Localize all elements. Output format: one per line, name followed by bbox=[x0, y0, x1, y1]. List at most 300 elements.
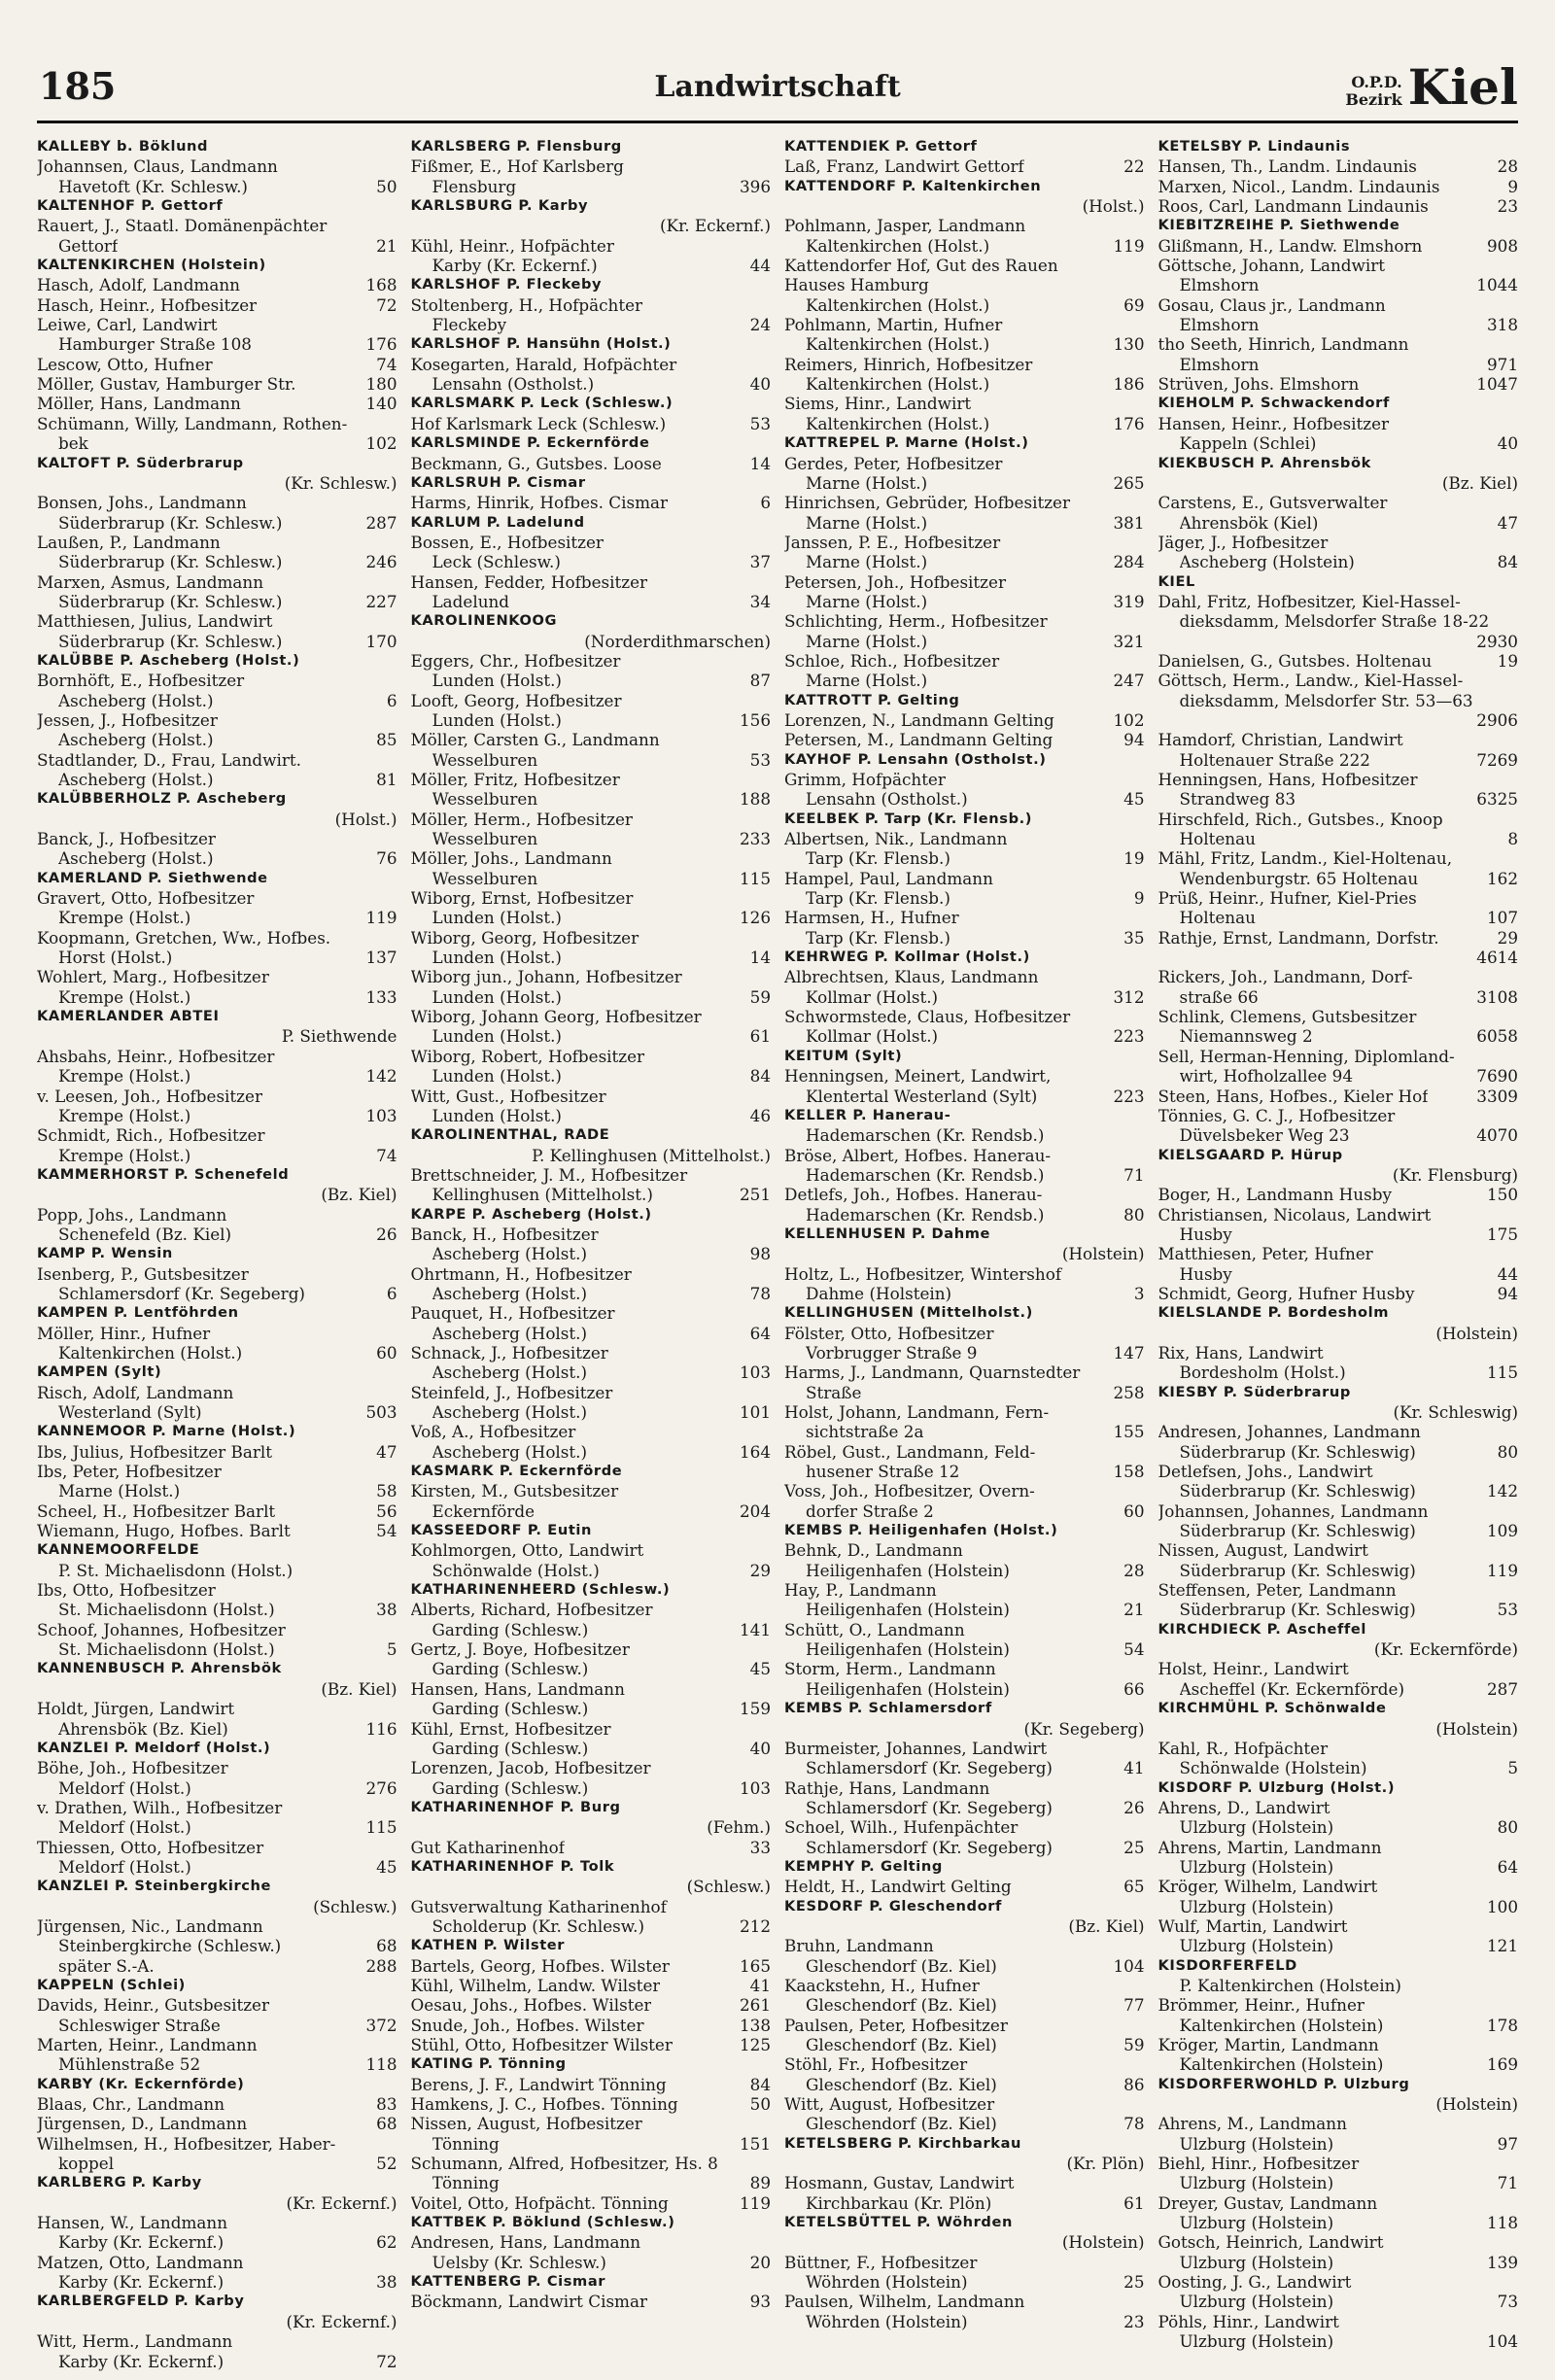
entry-line: Schnack, J., Hofbesitzer bbox=[410, 1342, 608, 1362]
place-heading: KIEKBUSCH P. Ahrensbök bbox=[1158, 454, 1371, 471]
place-heading: KIELSLANDE P. Bordesholm bbox=[1158, 1304, 1390, 1322]
place-heading: KARLSBERG P. Flensburg bbox=[410, 138, 622, 155]
entry-line: Albrechtsen, Klaus, Landmann bbox=[784, 967, 1039, 987]
entry-text: Lunden (Holst.) bbox=[432, 1066, 562, 1087]
entry-text: Lorenzen, N., Landmann Gelting bbox=[784, 709, 1054, 730]
entry-line: Popp, Johs., Landmann bbox=[37, 1204, 227, 1224]
entry-line: Kaackstehn, H., Hufner bbox=[784, 1975, 980, 1995]
entry-line bbox=[1158, 2054, 1519, 2074]
directory-columns bbox=[37, 137, 1518, 2371]
entry-line bbox=[411, 2134, 772, 2154]
entry-line bbox=[37, 1284, 397, 1303]
phone-number: 72 bbox=[376, 294, 397, 315]
entry-line bbox=[784, 928, 1145, 948]
entry-text: Tönning bbox=[432, 2173, 500, 2193]
entry-text: Ahrensbök (Kiel) bbox=[1179, 512, 1319, 533]
entry-line bbox=[411, 2193, 772, 2213]
entry-line bbox=[784, 295, 1145, 315]
entry-line bbox=[411, 552, 772, 571]
entry-line: Schütt, O., Landmann bbox=[784, 1619, 965, 1639]
entry-line: Möller, Johs., Landmann bbox=[410, 848, 612, 869]
entry-line bbox=[784, 1026, 1145, 1046]
entry-line: Kahl, R., Hofpächter bbox=[1158, 1738, 1329, 1758]
entry-line: Jürgensen, Nic., Landmann bbox=[37, 1915, 263, 1936]
phone-number: 98 bbox=[749, 1244, 771, 1264]
phone-number: 5 bbox=[386, 1639, 397, 1660]
entry-text: Voitel, Otto, Hofpächt. Tönning bbox=[410, 2192, 669, 2213]
entry-text: Marne (Holst.) bbox=[806, 671, 928, 691]
entry-text: Tarp (Kr. Flensb.) bbox=[806, 848, 950, 869]
entry-line bbox=[37, 2114, 397, 2133]
entry-text: Danielsen, G., Gutsbes. Holtenau bbox=[1158, 650, 1433, 671]
entry-text: Kaltenkirchen (Holstein) bbox=[1179, 2015, 1384, 2035]
phone-number: 20 bbox=[749, 2252, 771, 2272]
entry-text: Karby (Kr. Eckernf.) bbox=[432, 256, 598, 276]
entry-text: Roos, Carl, Landmann Lindaunis bbox=[1158, 196, 1429, 217]
entry-line bbox=[411, 1995, 772, 2015]
entry-line bbox=[37, 1936, 397, 1955]
entry-line: Albertsen, Nik., Landmann bbox=[784, 829, 1008, 849]
entry-text: Tarp (Kr. Flensb.) bbox=[806, 888, 950, 909]
phone-number: 288 bbox=[365, 1955, 397, 1976]
entry-text: Möller, Gustav, Hamburger Str. bbox=[37, 374, 296, 395]
phone-number: 159 bbox=[739, 1699, 771, 1719]
entry-line bbox=[37, 948, 397, 967]
place-heading: KAPPELN (Schlei) bbox=[37, 1976, 186, 1993]
entry-line: Schümann, Willy, Landmann, Rothen- bbox=[37, 413, 348, 433]
entry-text: Garding (Schlesw.) bbox=[432, 1699, 589, 1719]
entry-line bbox=[1158, 710, 1519, 730]
phone-number: 7269 bbox=[1476, 749, 1518, 770]
entry-line: Petersen, Joh., Hofbesitzer bbox=[784, 571, 1006, 592]
entry-line: Banck, J., Hofbesitzer bbox=[37, 829, 216, 849]
phone-number: 165 bbox=[739, 1955, 771, 1976]
entry-text: Süderbrarup (Kr. Schlesw.) bbox=[58, 552, 283, 572]
entry-line: Hirschfeld, Rich., Gutsbes., Knoop bbox=[1158, 809, 1443, 829]
entry-text: Wesselburen bbox=[432, 749, 538, 770]
phone-number: 41 bbox=[749, 1975, 771, 1995]
phone-number: 33 bbox=[749, 1837, 771, 1857]
entry-line: Kohlmorgen, Otto, Landwirt bbox=[410, 1540, 644, 1561]
entry-text: Steinbergkirche (Schlesw.) bbox=[58, 1936, 282, 1956]
phone-number: 62 bbox=[376, 2232, 397, 2253]
entry-line bbox=[1158, 196, 1519, 216]
entry-line bbox=[784, 592, 1145, 611]
phone-number: 64 bbox=[1497, 1856, 1518, 1877]
entry-line: Wiborg, Ernst, Hofbesitzer bbox=[410, 888, 634, 909]
phone-number: 3 bbox=[1133, 1283, 1145, 1303]
entry-line: Fißmer, E., Hof Karlsberg bbox=[410, 156, 624, 177]
entry-text: Elmshorn bbox=[1179, 315, 1260, 335]
entry-line: (Holstein) bbox=[1061, 1244, 1145, 1264]
entry-text: Marne (Holst.) bbox=[58, 1481, 181, 1501]
entry-line: (Holstein) bbox=[1435, 2094, 1518, 2115]
phone-number: 103 bbox=[365, 1105, 397, 1125]
entry-text: Tarp (Kr. Flensb.) bbox=[806, 927, 950, 948]
entry-line bbox=[37, 908, 397, 927]
entry-text: Ulzburg (Holstein) bbox=[1179, 1896, 1334, 1916]
phone-number: 46 bbox=[749, 1105, 771, 1125]
entry-line: Behnk, D., Landmann bbox=[784, 1540, 963, 1561]
entry-line bbox=[37, 2272, 397, 2292]
phone-number: 89 bbox=[749, 2173, 771, 2193]
phone-number: 151 bbox=[739, 2133, 771, 2154]
phone-number: 150 bbox=[1486, 1185, 1518, 1205]
phone-number: 2930 bbox=[1476, 631, 1518, 651]
entry-line: Brettschneider, J. M., Hofbesitzer bbox=[410, 1164, 688, 1185]
entry-text: Süderbrarup (Kr. Schleswig) bbox=[1179, 1560, 1416, 1580]
entry-line: Gotsch, Heinrich, Landwirt bbox=[1158, 2232, 1384, 2253]
entry-text: Hof Karlsmark Leck (Schlesw.) bbox=[410, 413, 667, 433]
entry-line: Möller, Carsten G., Landmann bbox=[410, 730, 660, 750]
place-heading: KARLSHOF P. Fleckeby bbox=[410, 276, 603, 293]
entry-line: Schlink, Clemens, Gutsbesitzer bbox=[1158, 1007, 1417, 1027]
entry-text: Dahme (Holstein) bbox=[806, 1283, 952, 1303]
entry-text: Schönwalde (Holstein) bbox=[1179, 1758, 1367, 1778]
entry-line: Hamdorf, Christian, Landwirt bbox=[1158, 730, 1403, 750]
entry-text: Krempe (Holst.) bbox=[58, 1066, 191, 1087]
entry-line bbox=[411, 315, 772, 334]
entry-line: Wilhelmsen, H., Hofbesitzer, Haber- bbox=[37, 2133, 336, 2154]
entry-line bbox=[37, 592, 397, 611]
entry-line: Pohlmann, Jasper, Landmann bbox=[784, 216, 1026, 236]
entry-line: Oosting, J. G., Landwirt bbox=[1158, 2272, 1352, 2293]
place-heading: KALLEBY b. Böklund bbox=[37, 138, 209, 155]
place-heading: KAYHOF P. Lensahn (Ostholst.) bbox=[784, 750, 1047, 768]
entry-line: Ahrens, D., Landwirt bbox=[1158, 1797, 1330, 1817]
entry-line: Johannsen, Johannes, Landmann bbox=[1158, 1500, 1429, 1521]
entry-line: Tönnies, G. C. J., Hofbesitzer bbox=[1158, 1105, 1396, 1125]
phone-number: 29 bbox=[1497, 927, 1518, 948]
entry-line: Carstens, E., Gutsverwalter bbox=[1158, 493, 1388, 513]
entry-text: Schlamersdorf (Kr. Segeberg) bbox=[806, 1758, 1053, 1778]
entry-line: tho Seeth, Hinrich, Landmann bbox=[1158, 334, 1409, 355]
entry-text: Marne (Holst.) bbox=[806, 631, 928, 651]
phone-number: 6 bbox=[386, 690, 397, 710]
column-2 bbox=[411, 137, 772, 2371]
entry-line bbox=[1158, 829, 1519, 848]
phone-number: 204 bbox=[739, 1500, 771, 1521]
phone-number: 26 bbox=[1123, 1797, 1145, 1817]
entry-line: Ahrens, Martin, Landmann bbox=[1158, 1837, 1382, 1857]
phone-number: 9 bbox=[1507, 176, 1518, 196]
place-heading: KEMBS P. Heiligenhafen (Holst.) bbox=[784, 1522, 1058, 1539]
phone-number: 81 bbox=[376, 770, 397, 789]
entry-text: Strüven, Johs. Elmshorn bbox=[1158, 374, 1360, 395]
entry-text: Ascheberg (Holst.) bbox=[58, 690, 214, 710]
entry-text: Kaltenkirchen (Holst.) bbox=[806, 334, 990, 355]
place-heading: KARBY (Kr. Eckernförde) bbox=[37, 2075, 245, 2092]
entry-text: Blaas, Chr., Landmann bbox=[37, 2094, 225, 2115]
entry-text: Fleckeby bbox=[432, 315, 507, 335]
entry-line: (Bz. Kiel) bbox=[321, 1678, 397, 1699]
phone-number: 246 bbox=[365, 552, 397, 572]
entry-text: Lunden (Holst.) bbox=[432, 908, 562, 928]
entry-line bbox=[784, 2075, 1145, 2094]
entry-line bbox=[411, 829, 772, 848]
phone-number: 115 bbox=[739, 868, 771, 888]
phone-number: 80 bbox=[1497, 1817, 1518, 1838]
phone-number: 34 bbox=[749, 591, 771, 611]
entry-line bbox=[784, 888, 1145, 908]
phone-number: 175 bbox=[1486, 1224, 1518, 1244]
entry-line: Schumann, Alfred, Hofbesitzer, Hs. 8 bbox=[410, 2154, 718, 2174]
entry-line bbox=[1158, 1857, 1519, 1877]
entry-line bbox=[1158, 1600, 1519, 1619]
entry-line: Wiborg, Johann Georg, Hofbesitzer bbox=[410, 1007, 702, 1027]
entry-text: Garding (Schlesw.) bbox=[432, 1777, 589, 1798]
entry-text: Gleschendorf (Bz. Kiel) bbox=[806, 2074, 997, 2094]
entry-line bbox=[37, 236, 397, 256]
place-heading: KARLSHOF P. Hansühn (Holst.) bbox=[410, 335, 672, 353]
entry-line: (Bz. Kiel) bbox=[321, 1185, 397, 1205]
phone-number: 126 bbox=[739, 908, 771, 928]
phone-number: 170 bbox=[365, 631, 397, 651]
entry-text: Gleschendorf (Bz. Kiel) bbox=[806, 2035, 997, 2054]
phone-number: 178 bbox=[1486, 2015, 1518, 2035]
entry-line bbox=[411, 1106, 772, 1125]
entry-line: Detlefsen, Johs., Landwirt bbox=[1158, 1462, 1373, 1482]
phone-number: 101 bbox=[739, 1402, 771, 1422]
place-heading: KARLSMINDE P. Eckernförde bbox=[410, 434, 650, 452]
entry-line bbox=[784, 1205, 1145, 1224]
entry-line: Pauquet, H., Hofbesitzer bbox=[410, 1303, 615, 1324]
entry-text: Gut Katharinenhof bbox=[410, 1837, 565, 1857]
place-heading: KATTROTT P. Gelting bbox=[784, 691, 960, 708]
entry-line bbox=[411, 1659, 772, 1678]
phone-number: 227 bbox=[365, 591, 397, 611]
entry-line: Wiborg, Robert, Hofbesitzer bbox=[410, 1046, 645, 1066]
entry-line bbox=[411, 1838, 772, 1857]
entry-line: (Bz. Kiel) bbox=[1068, 1915, 1145, 1936]
entry-line bbox=[1158, 513, 1519, 533]
entry-line bbox=[784, 1343, 1145, 1362]
phone-number: 162 bbox=[1486, 868, 1518, 888]
entry-text: dorfer Straße 2 bbox=[806, 1500, 934, 1521]
entry-line bbox=[411, 2016, 772, 2035]
entry-line bbox=[411, 256, 772, 275]
entry-line bbox=[411, 2035, 772, 2054]
phone-number: 47 bbox=[376, 1441, 397, 1462]
entry-text: Heiligenhafen (Holstein) bbox=[806, 1560, 1010, 1580]
entry-line bbox=[37, 295, 397, 315]
entry-line: Matzen, Otto, Landmann bbox=[37, 2252, 244, 2272]
entry-line bbox=[37, 1857, 397, 1877]
entry-line bbox=[784, 374, 1145, 394]
entry-line bbox=[1158, 750, 1519, 770]
phone-number: 59 bbox=[749, 986, 771, 1007]
entry-line bbox=[37, 355, 397, 374]
entry-text: Ulzburg (Holstein) bbox=[1179, 1856, 1334, 1877]
district-name: Kiel bbox=[1407, 58, 1518, 116]
phone-number: 109 bbox=[1486, 1521, 1518, 1541]
entry-line: Voß, A., Hofbesitzer bbox=[410, 1422, 576, 1442]
entry-line: Christiansen, Nicolaus, Landwirt bbox=[1158, 1204, 1432, 1224]
phone-number: 142 bbox=[1486, 1481, 1518, 1501]
phone-number: 26 bbox=[376, 1224, 397, 1244]
entry-line: Gerdes, Peter, Hofbesitzer bbox=[784, 453, 1003, 473]
phone-number: 321 bbox=[1113, 631, 1145, 651]
phone-number: 21 bbox=[376, 235, 397, 256]
place-heading: KETELSBÜTTEL P. Wöhrden bbox=[784, 2214, 1013, 2231]
entry-text: Schlamersdorf (Kr. Segeberg) bbox=[806, 1837, 1053, 1857]
entry-line bbox=[411, 2253, 772, 2272]
entry-line: Böhe, Joh., Hofbesitzer bbox=[37, 1758, 228, 1778]
bezirk-label: Bezirk bbox=[1345, 90, 1402, 109]
entry-line: dieksdamm, Melsdorfer Straße 18-22 bbox=[1179, 611, 1490, 632]
phone-number: 3108 bbox=[1476, 986, 1518, 1007]
entry-text: Süderbrarup (Kr. Schlesw.) bbox=[58, 631, 283, 651]
entry-text: Holtenau bbox=[1179, 908, 1256, 928]
entry-line: Schloe, Rich., Hofbesitzer bbox=[784, 650, 1000, 671]
phone-number: 5 bbox=[1507, 1758, 1518, 1778]
entry-text: bek bbox=[58, 433, 88, 454]
place-heading: KARPE P. Ascheberg (Holst.) bbox=[410, 1205, 652, 1223]
entry-text: Marne (Holst.) bbox=[806, 512, 928, 533]
entry-line: v. Leesen, Joh., Hofbesitzer bbox=[37, 1086, 262, 1106]
phone-number: 22 bbox=[1123, 156, 1145, 177]
entry-line bbox=[784, 1383, 1145, 1402]
entry-line: Rickers, Joh., Landmann, Dorf- bbox=[1158, 967, 1413, 987]
phone-number: 78 bbox=[749, 1283, 771, 1303]
place-heading: KIEL bbox=[1158, 572, 1195, 590]
phone-number: 45 bbox=[1123, 789, 1145, 810]
place-heading: KAMPEN (Sylt) bbox=[37, 1363, 162, 1381]
phone-number: 85 bbox=[376, 730, 397, 750]
place-heading: KISDORF P. Ulzburg (Holst.) bbox=[1158, 1778, 1396, 1796]
entry-text: Ulzburg (Holstein) bbox=[1179, 1936, 1334, 1956]
entry-text: Jürgensen, D., Landmann bbox=[37, 2114, 248, 2134]
entry-text: Glißmann, H., Landw. Elmshorn bbox=[1158, 235, 1423, 256]
phone-number: 56 bbox=[376, 1500, 397, 1521]
entry-text: Meldorf (Holst.) bbox=[58, 1856, 191, 1877]
entry-line: Bröse, Albert, Hofbes. Hanerau- bbox=[784, 1145, 1052, 1165]
entry-text: Lescow, Otto, Hufner bbox=[37, 354, 213, 374]
entry-line bbox=[37, 730, 397, 749]
entry-text: Elmshorn bbox=[1179, 354, 1260, 374]
entry-line: Kühl, Ernst, Hofbesitzer bbox=[410, 1718, 611, 1739]
entry-text: Kühl, Wilhelm, Landw. Wilster bbox=[410, 1975, 661, 1995]
phone-number: 188 bbox=[739, 789, 771, 810]
entry-line bbox=[411, 1620, 772, 1639]
entry-line: Fölster, Otto, Hofbesitzer bbox=[784, 1323, 994, 1343]
place-heading: KEMPHY P. Gelting bbox=[784, 1857, 943, 1875]
entry-line bbox=[411, 1442, 772, 1462]
entry-text: Boger, H., Landmann Husby bbox=[1158, 1185, 1392, 1205]
entry-line bbox=[37, 2352, 397, 2371]
phone-number: 80 bbox=[1123, 1204, 1145, 1224]
entry-line bbox=[37, 1521, 397, 1540]
entry-text: Schlamersdorf (Kr. Segeberg) bbox=[58, 1283, 305, 1303]
entry-line bbox=[1158, 1758, 1519, 1777]
entry-line bbox=[784, 513, 1145, 533]
entry-line: Möller, Fritz, Hofbesitzer bbox=[410, 770, 620, 789]
entry-line bbox=[411, 1501, 772, 1521]
entry-text: Scheel, H., Hofbesitzer Barlt bbox=[37, 1500, 276, 1521]
entry-text: Marxen, Nicol., Landm. Lindaunis bbox=[1158, 176, 1440, 196]
entry-text: Ladelund bbox=[432, 591, 510, 611]
entry-text: Straße bbox=[806, 1382, 862, 1402]
entry-line bbox=[411, 789, 772, 809]
entry-text: Schönwalde (Holst.) bbox=[432, 1560, 600, 1580]
place-heading: KARLSMARK P. Leck (Schlesw.) bbox=[410, 395, 674, 412]
phone-number: 284 bbox=[1113, 552, 1145, 572]
entry-line: Sell, Herman-Henning, Diplomland- bbox=[1158, 1046, 1455, 1066]
phone-number: 318 bbox=[1486, 315, 1518, 335]
entry-text: Flensburg bbox=[432, 176, 517, 196]
entry-text: Wöhrden (Holstein) bbox=[806, 2272, 968, 2293]
place-heading: KISDORFERFELD bbox=[1158, 1956, 1297, 1974]
entry-line: Koopmann, Gretchen, Ww., Hofbes. bbox=[37, 927, 331, 948]
entry-line bbox=[1158, 1442, 1519, 1462]
place-heading: KEMBS P. Schlamersdorf bbox=[784, 1700, 992, 1717]
phone-number: 25 bbox=[1123, 2272, 1145, 2293]
entry-text: Kellinghusen (Mittelholst.) bbox=[432, 1185, 653, 1205]
phone-number: 44 bbox=[749, 256, 771, 276]
entry-line: Kirsten, M., Gutsbesitzer bbox=[410, 1481, 619, 1501]
entry-text: Kollmar (Holst.) bbox=[806, 1026, 939, 1047]
entry-line bbox=[37, 513, 397, 533]
entry-text: Ulzburg (Holstein) bbox=[1179, 2133, 1334, 2154]
entry-line: Andresen, Johannes, Landmann bbox=[1158, 1422, 1421, 1442]
entry-text: Ascheberg (Holst.) bbox=[432, 1323, 588, 1343]
entry-text: Strandweg 83 bbox=[1179, 789, 1296, 810]
entry-line bbox=[37, 1956, 397, 1976]
entry-text: Lunden (Holst.) bbox=[432, 709, 562, 730]
entry-text: Harms, Hinrik, Hofbes. Cismar bbox=[410, 493, 669, 513]
place-heading: KALÜBBE P. Ascheberg (Holst.) bbox=[37, 651, 300, 669]
entry-text: Ascheberg (Holst.) bbox=[432, 1244, 588, 1264]
entry-line: (Kr. Schlesw.) bbox=[284, 472, 397, 493]
entry-text: Lunden (Holst.) bbox=[432, 1026, 562, 1047]
entry-line: Siems, Hinr., Landwirt bbox=[784, 394, 972, 414]
entry-line bbox=[784, 1284, 1145, 1303]
entry-text: Husby bbox=[1179, 1263, 1232, 1284]
entry-text: Havetoft (Kr. Schlesw.) bbox=[58, 176, 248, 196]
entry-line: (Fehm.) bbox=[707, 1817, 771, 1838]
entry-text: Kaltenkirchen (Holst.) bbox=[806, 374, 990, 395]
phone-number: 133 bbox=[365, 986, 397, 1007]
phone-number: 287 bbox=[1486, 1678, 1518, 1699]
phone-number: 38 bbox=[376, 2272, 397, 2293]
entry-text: Hasch, Heinr., Hofbesitzer bbox=[37, 294, 258, 315]
place-heading: KEHRWEG P. Kollmar (Holst.) bbox=[784, 949, 1030, 966]
entry-text: Schlamersdorf (Kr. Segeberg) bbox=[806, 1797, 1053, 1817]
entry-line: Harms, J., Landmann, Quarnstedter bbox=[784, 1362, 1081, 1383]
phone-number: 66 bbox=[1123, 1678, 1145, 1699]
entry-line bbox=[411, 1699, 772, 1718]
entry-text: Ascheberg (Holst.) bbox=[58, 730, 214, 750]
entry-line: Wulf, Martin, Landwirt bbox=[1158, 1915, 1348, 1936]
entry-text: Ascheberg (Holst.) bbox=[432, 1283, 588, 1303]
phone-number: 115 bbox=[1486, 1362, 1518, 1383]
entry-line bbox=[784, 552, 1145, 571]
entry-line: Witt, Gust., Hofbesitzer bbox=[410, 1086, 606, 1106]
entry-text: Krempe (Holst.) bbox=[58, 908, 191, 928]
entry-line: (Holst.) bbox=[1082, 196, 1145, 217]
entry-text: Hamburger Straße 108 bbox=[58, 334, 252, 355]
place-heading: KATTENBERG P. Cismar bbox=[410, 2273, 606, 2291]
entry-line: Detlefs, Joh., Hofbes. Hanerau- bbox=[784, 1185, 1043, 1205]
entry-line bbox=[784, 156, 1145, 176]
place-heading: KARLSRUH P. Cismar bbox=[410, 473, 586, 491]
entry-line: Banck, H., Hofbesitzer bbox=[410, 1224, 599, 1244]
entry-line bbox=[1158, 1561, 1519, 1580]
place-heading: KATTENDIEK P. Gettorf bbox=[784, 138, 978, 155]
entry-line bbox=[37, 848, 397, 868]
place-heading: KETELSBY P. Lindaunis bbox=[1158, 138, 1351, 155]
entry-line bbox=[784, 671, 1145, 690]
